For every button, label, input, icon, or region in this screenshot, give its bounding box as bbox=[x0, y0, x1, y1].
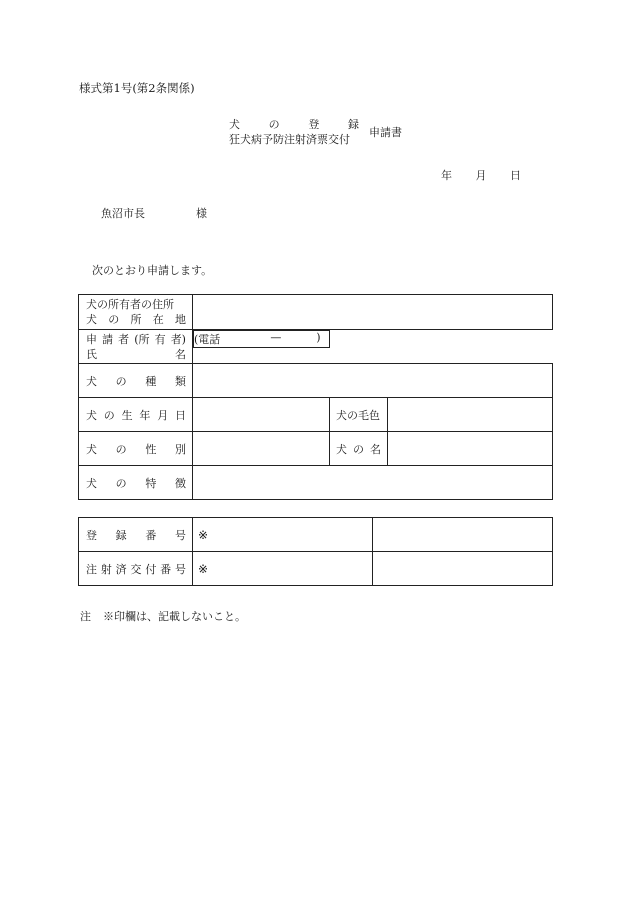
footnote-prefix: 注 bbox=[80, 610, 91, 623]
date-line bbox=[441, 167, 521, 183]
owner-address-label: 犬の所有者の住所 犬 の 所 在 地 bbox=[79, 295, 193, 330]
coat-color-field[interactable] bbox=[388, 398, 553, 432]
table-row bbox=[79, 518, 553, 552]
features-field[interactable] bbox=[193, 466, 553, 500]
table-row bbox=[79, 552, 553, 586]
injection-number-label: 注 射 済 交 付 番 号 bbox=[79, 552, 193, 586]
dog-name-label: 犬 の 名 bbox=[330, 432, 388, 466]
addressee-name: 魚沼市長 bbox=[101, 207, 145, 220]
applicant-label: 申 請 者 (所 有 者) 氏 名 bbox=[79, 330, 193, 364]
title-char: の bbox=[268, 118, 280, 131]
phone-dash: — bbox=[270, 331, 282, 344]
registration-number-label: 登 録 番 号 bbox=[79, 518, 193, 552]
form-number: 様式第1号(第2条関係) bbox=[79, 81, 195, 95]
title-line-2: 狂犬病予防注射済票交付 bbox=[229, 133, 350, 146]
phone-label: (電話 bbox=[193, 333, 221, 346]
registration-number-extra[interactable] bbox=[373, 518, 553, 552]
sex-field[interactable] bbox=[193, 432, 330, 466]
date-day: 日 bbox=[510, 169, 521, 182]
sex-label: 犬 の 性 別 bbox=[79, 432, 193, 466]
dog-name-field[interactable] bbox=[388, 432, 553, 466]
applicant-name-field[interactable] bbox=[193, 330, 330, 348]
title-char: 登 bbox=[308, 118, 320, 131]
title-char: 犬 bbox=[229, 118, 240, 131]
phone-close: ) bbox=[316, 331, 321, 344]
date-month: 月 bbox=[475, 169, 487, 182]
features-label: 犬 の 特 徴 bbox=[79, 466, 193, 500]
addressee-honorific: 様 bbox=[196, 207, 207, 220]
title-line-1 bbox=[229, 116, 359, 132]
title-suffix: 申請書 bbox=[369, 126, 402, 139]
injection-number-field[interactable]: ※ bbox=[193, 552, 373, 586]
title-char: 録 bbox=[347, 118, 359, 131]
footnote bbox=[80, 608, 246, 624]
owner-address-field[interactable] bbox=[193, 295, 553, 330]
table-row bbox=[79, 466, 553, 500]
coat-color-label: 犬の毛色 bbox=[330, 398, 388, 432]
birth-date-field[interactable] bbox=[193, 398, 330, 432]
injection-number-extra[interactable] bbox=[373, 552, 553, 586]
table-row bbox=[79, 364, 553, 398]
table-row bbox=[79, 295, 553, 330]
application-table bbox=[78, 294, 553, 500]
breed-label: 犬 の 種 類 bbox=[79, 364, 193, 398]
footnote-text: ※印欄は、記載しないこと。 bbox=[103, 610, 246, 623]
breed-field[interactable] bbox=[193, 364, 553, 398]
number-table bbox=[78, 517, 553, 586]
date-year: 年 bbox=[441, 169, 452, 182]
table-row bbox=[79, 398, 553, 432]
registration-number-field[interactable]: ※ bbox=[193, 518, 373, 552]
table-row bbox=[79, 432, 553, 466]
birth-date-label: 犬 の 生 年 月 日 bbox=[79, 398, 193, 432]
intro-text: 次のとおり申請します。 bbox=[92, 264, 213, 277]
table-row bbox=[79, 330, 553, 364]
